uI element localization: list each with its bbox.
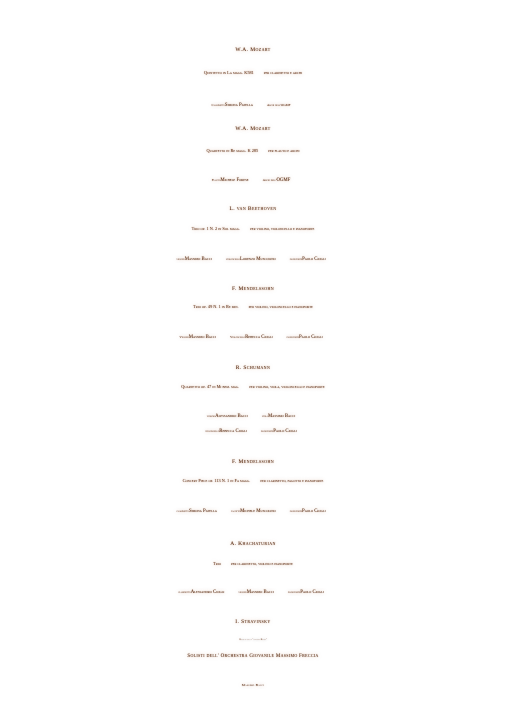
performer-role: Violino — [179, 335, 189, 339]
performers-line — [0, 414, 506, 419]
performers-line — [0, 178, 506, 183]
work-line — [0, 304, 506, 309]
performer-role: Clarinetto — [211, 103, 225, 107]
performers-line — [0, 257, 506, 262]
performer-name: Simona Patella — [188, 509, 217, 514]
finale-work: Histoire du soldat - "laboratorio Histoire" — [239, 639, 267, 641]
work-description: per clarinetto, violino e pianoforte — [230, 562, 293, 566]
performer-name: Alessandro Ciogli — [190, 590, 225, 595]
performer-role: pianoforte — [287, 590, 301, 594]
performer-role: clarinetto — [176, 509, 189, 513]
performer-name: Paolo Ciogli — [302, 257, 326, 262]
performer-role: viola — [261, 414, 269, 418]
work-title: Trio op. 49 N. 1 in Re min. — [193, 304, 239, 309]
performer-role: Flauto — [211, 178, 221, 182]
work-description: per clarinetto, fagotto e pianoforte — [260, 479, 324, 483]
performer-name: Paolo Ciogli — [300, 590, 324, 595]
performer-name: Michele Muscolino — [240, 509, 276, 514]
work-description: per clarinetto e archi — [263, 71, 303, 75]
work-description: per violino, viola, violoncello e pianoforte — [249, 385, 325, 389]
performer-role: violoncello — [225, 257, 240, 261]
work-title: Quartetto op. 47 in Mi bem. mag. — [181, 384, 240, 389]
work-line — [0, 561, 506, 566]
work-title: Trio — [213, 561, 221, 566]
performer-role: clarinetto — [178, 590, 191, 594]
work-line — [0, 478, 506, 483]
performers-line — [0, 103, 506, 108]
performer-name: OGMF — [276, 178, 291, 183]
work-line — [0, 226, 506, 231]
work-title: Concert Piece op. 113 N. 1 in Fa magg. — [182, 478, 251, 483]
performer-role: Archi dell'OGMF — [266, 103, 291, 107]
performer-role: violoncello — [205, 429, 220, 433]
performer-role: violino — [176, 257, 185, 261]
performers-line — [0, 590, 506, 595]
performer-role: pianoforte — [286, 335, 299, 339]
composer-name: A. Khachaturian — [230, 541, 276, 547]
performer-name: Simona Patella — [224, 103, 253, 108]
performer-name: Massimo Bacci — [268, 414, 296, 419]
performers-line — [0, 509, 506, 514]
finale-composer: I. Stravinsky — [235, 619, 271, 625]
performer-role: pianoforte — [289, 257, 303, 261]
work-description: per violino, violoncello e pianoforte — [250, 227, 315, 231]
performer-role: Violoncello — [229, 335, 246, 339]
composer-name: F. Mendelssohn — [231, 286, 275, 292]
performer-name: Rebecca Ciogli — [219, 429, 247, 434]
performer-name: Massimo Bacci — [184, 257, 212, 262]
performer-name: Lorenzo Muscolino — [240, 257, 276, 262]
performer-name: Michele Forese — [220, 178, 249, 183]
performer-role: violino — [206, 414, 216, 418]
performer-name: Massimo Bacci — [246, 590, 274, 595]
performer-name: Massimo Bacci — [188, 335, 216, 340]
work-description: per violino, violoncello e pianoforte — [248, 305, 313, 309]
composer-name: F. Mendelssohn — [231, 459, 275, 465]
performer-role: Archi dell' — [262, 178, 277, 182]
performer-name: Paolo Ciogli — [302, 509, 326, 514]
performers-line — [0, 335, 506, 340]
work-description: per flauto e archi — [268, 149, 300, 153]
performer-role: pianoforte — [260, 429, 274, 433]
performer-name: Alessandro Bacci — [215, 414, 248, 419]
performer-role: violino — [238, 590, 247, 594]
work-line — [0, 384, 506, 389]
finale-director: Massimo Bacci — [241, 683, 265, 687]
performers-line — [0, 429, 506, 434]
work-title: Quintetto in La magg. K581 — [203, 70, 254, 75]
composer-name: W.A. Mozart — [235, 47, 271, 53]
finale-ensemble: Solisti dell' Orchestra Giovanile Massimo Freccia — [187, 654, 319, 659]
composer-name: R. Schumann — [235, 365, 271, 371]
performer-role: fagotto — [230, 509, 241, 513]
performer-name: Paolo Ciogli — [299, 335, 323, 340]
performer-role: pianoforte — [289, 509, 303, 513]
composer-name: W.A. Mozart — [235, 126, 271, 132]
work-title: Trio op. 1 N. 2 in Sol magg. — [191, 226, 241, 231]
composer-name: L. van Beethoven — [229, 206, 277, 212]
work-line — [0, 148, 506, 153]
work-line — [0, 70, 506, 75]
performer-name: Paolo Ciogli — [273, 429, 297, 434]
work-title: Quartetto in Re magg. K 285 — [206, 148, 259, 153]
performer-name: Rebecca Ciogli — [245, 335, 273, 340]
